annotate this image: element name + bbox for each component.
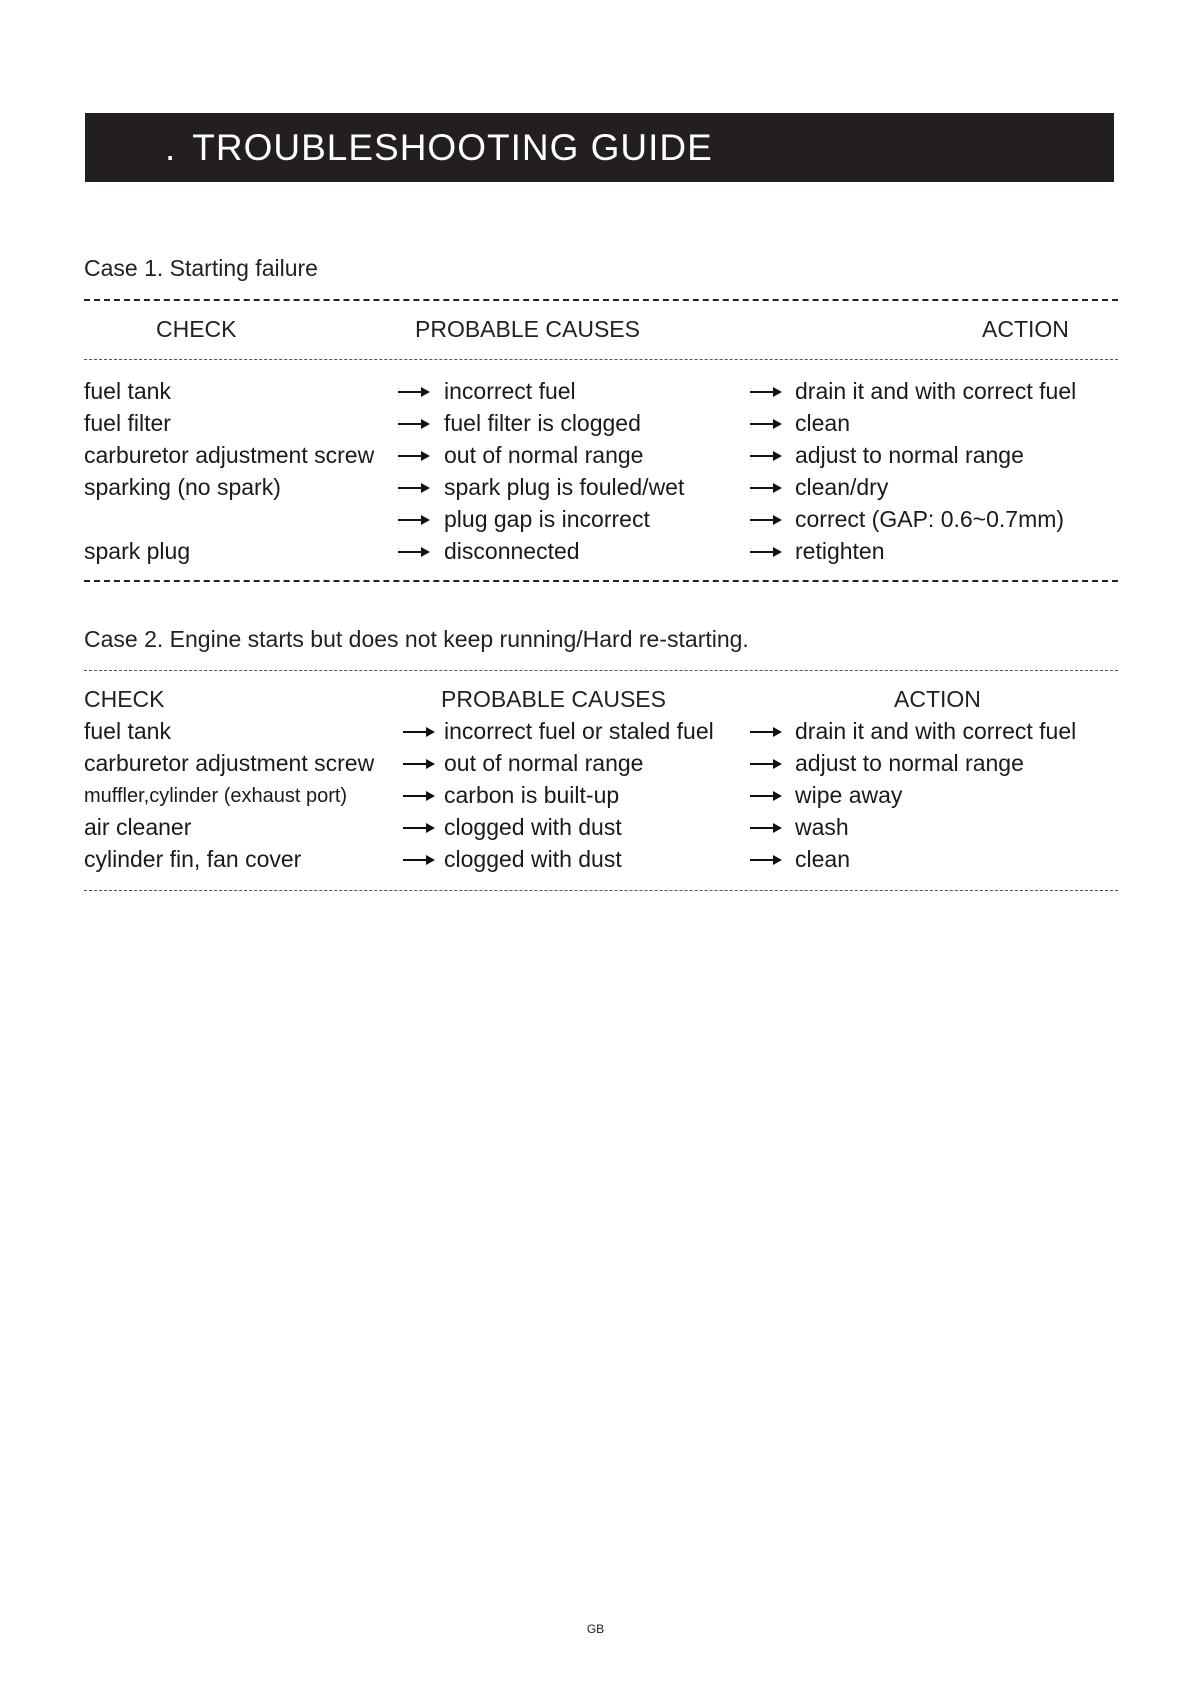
case1-row <box>0 410 1191 442</box>
case2-row <box>0 846 1191 878</box>
check-item: muffler,cylinder (exhaust port) <box>84 785 348 807</box>
check-item: sparking (no spark) <box>84 474 281 500</box>
probable-cause: plug gap is incorrect <box>444 506 650 532</box>
footer-page-label: GB <box>586 1622 605 1636</box>
action: clean <box>795 410 850 436</box>
arrow-icon <box>750 551 780 553</box>
case1-title: Case 1. Starting failure <box>84 255 318 281</box>
case2-header-action: ACTION <box>894 686 981 712</box>
case2-title: Case 2. Engine starts but does not keep running/Hard re-starting. <box>84 626 749 652</box>
action: wipe away <box>795 782 903 808</box>
action: drain it and with correct fuel <box>795 378 1077 404</box>
probable-cause: out of normal range <box>444 442 644 468</box>
action: clean <box>795 846 850 872</box>
arrow-icon <box>398 391 428 393</box>
action: retighten <box>795 538 885 564</box>
arrow-icon <box>398 487 428 489</box>
arrow-icon <box>750 391 780 393</box>
arrow-icon <box>750 827 780 829</box>
arrow-icon <box>403 795 433 797</box>
section-title: TROUBLESHOOTING GUIDE <box>192 126 713 168</box>
case1-top-divider <box>84 299 1118 301</box>
case2-header-causes: PROBABLE CAUSES <box>441 686 666 712</box>
check-item: spark plug <box>84 538 191 564</box>
case1-row <box>0 506 1191 538</box>
case1-header-check: CHECK <box>156 316 237 342</box>
case1-header-causes: PROBABLE CAUSES <box>415 316 640 342</box>
check-item: cylinder fin, fan cover <box>84 846 302 872</box>
arrow-icon <box>750 519 780 521</box>
section-number: . <box>165 126 177 168</box>
action: adjust to normal range <box>795 750 1024 776</box>
probable-cause: clogged with dust <box>444 846 622 872</box>
case1-bottom-divider <box>84 580 1118 582</box>
case2-row <box>0 718 1191 750</box>
case1-row <box>0 378 1191 410</box>
arrow-icon <box>398 423 428 425</box>
action: clean/dry <box>795 474 889 500</box>
arrow-icon <box>750 455 780 457</box>
arrow-icon <box>750 859 780 861</box>
arrow-icon <box>403 859 433 861</box>
probable-cause: incorrect fuel or staled fuel <box>444 718 714 744</box>
case2-top-divider <box>84 670 1118 671</box>
case1-header-divider <box>84 359 1118 360</box>
probable-cause: fuel filter is clogged <box>444 410 641 436</box>
arrow-icon <box>398 551 428 553</box>
action: correct (GAP: 0.6~0.7mm) <box>795 506 1065 532</box>
case1-row <box>0 442 1191 474</box>
case2-row <box>0 750 1191 782</box>
section-title-bar <box>85 113 1114 182</box>
probable-cause: disconnected <box>444 538 580 564</box>
probable-cause: carbon is built-up <box>444 782 620 808</box>
arrow-icon <box>398 455 428 457</box>
arrow-icon <box>403 763 433 765</box>
action: wash <box>795 814 849 840</box>
case1-row <box>0 538 1191 570</box>
case1-row <box>0 474 1191 506</box>
check-item: fuel filter <box>84 410 171 436</box>
arrow-icon <box>750 423 780 425</box>
check-item: air cleaner <box>84 814 192 840</box>
action: drain it and with correct fuel <box>795 718 1077 744</box>
probable-cause: spark plug is fouled/wet <box>444 474 685 500</box>
check-item: fuel tank <box>84 378 171 404</box>
probable-cause: incorrect fuel <box>444 378 576 404</box>
arrow-icon <box>398 519 428 521</box>
action: adjust to normal range <box>795 442 1024 468</box>
arrow-icon <box>750 763 780 765</box>
case1-header-action: ACTION <box>982 316 1069 342</box>
arrow-icon <box>750 731 780 733</box>
case2-header-check: CHECK <box>84 686 165 712</box>
arrow-icon <box>403 827 433 829</box>
case2-bottom-divider <box>84 890 1118 891</box>
probable-cause: out of normal range <box>444 750 644 776</box>
case2-row <box>0 782 1191 814</box>
probable-cause: clogged with dust <box>444 814 622 840</box>
check-item: carburetor adjustment screw <box>84 442 375 468</box>
check-item: fuel tank <box>84 718 171 744</box>
arrow-icon <box>403 731 433 733</box>
check-item: carburetor adjustment screw <box>84 750 375 776</box>
arrow-icon <box>750 795 780 797</box>
case2-row <box>0 814 1191 846</box>
arrow-icon <box>750 487 780 489</box>
